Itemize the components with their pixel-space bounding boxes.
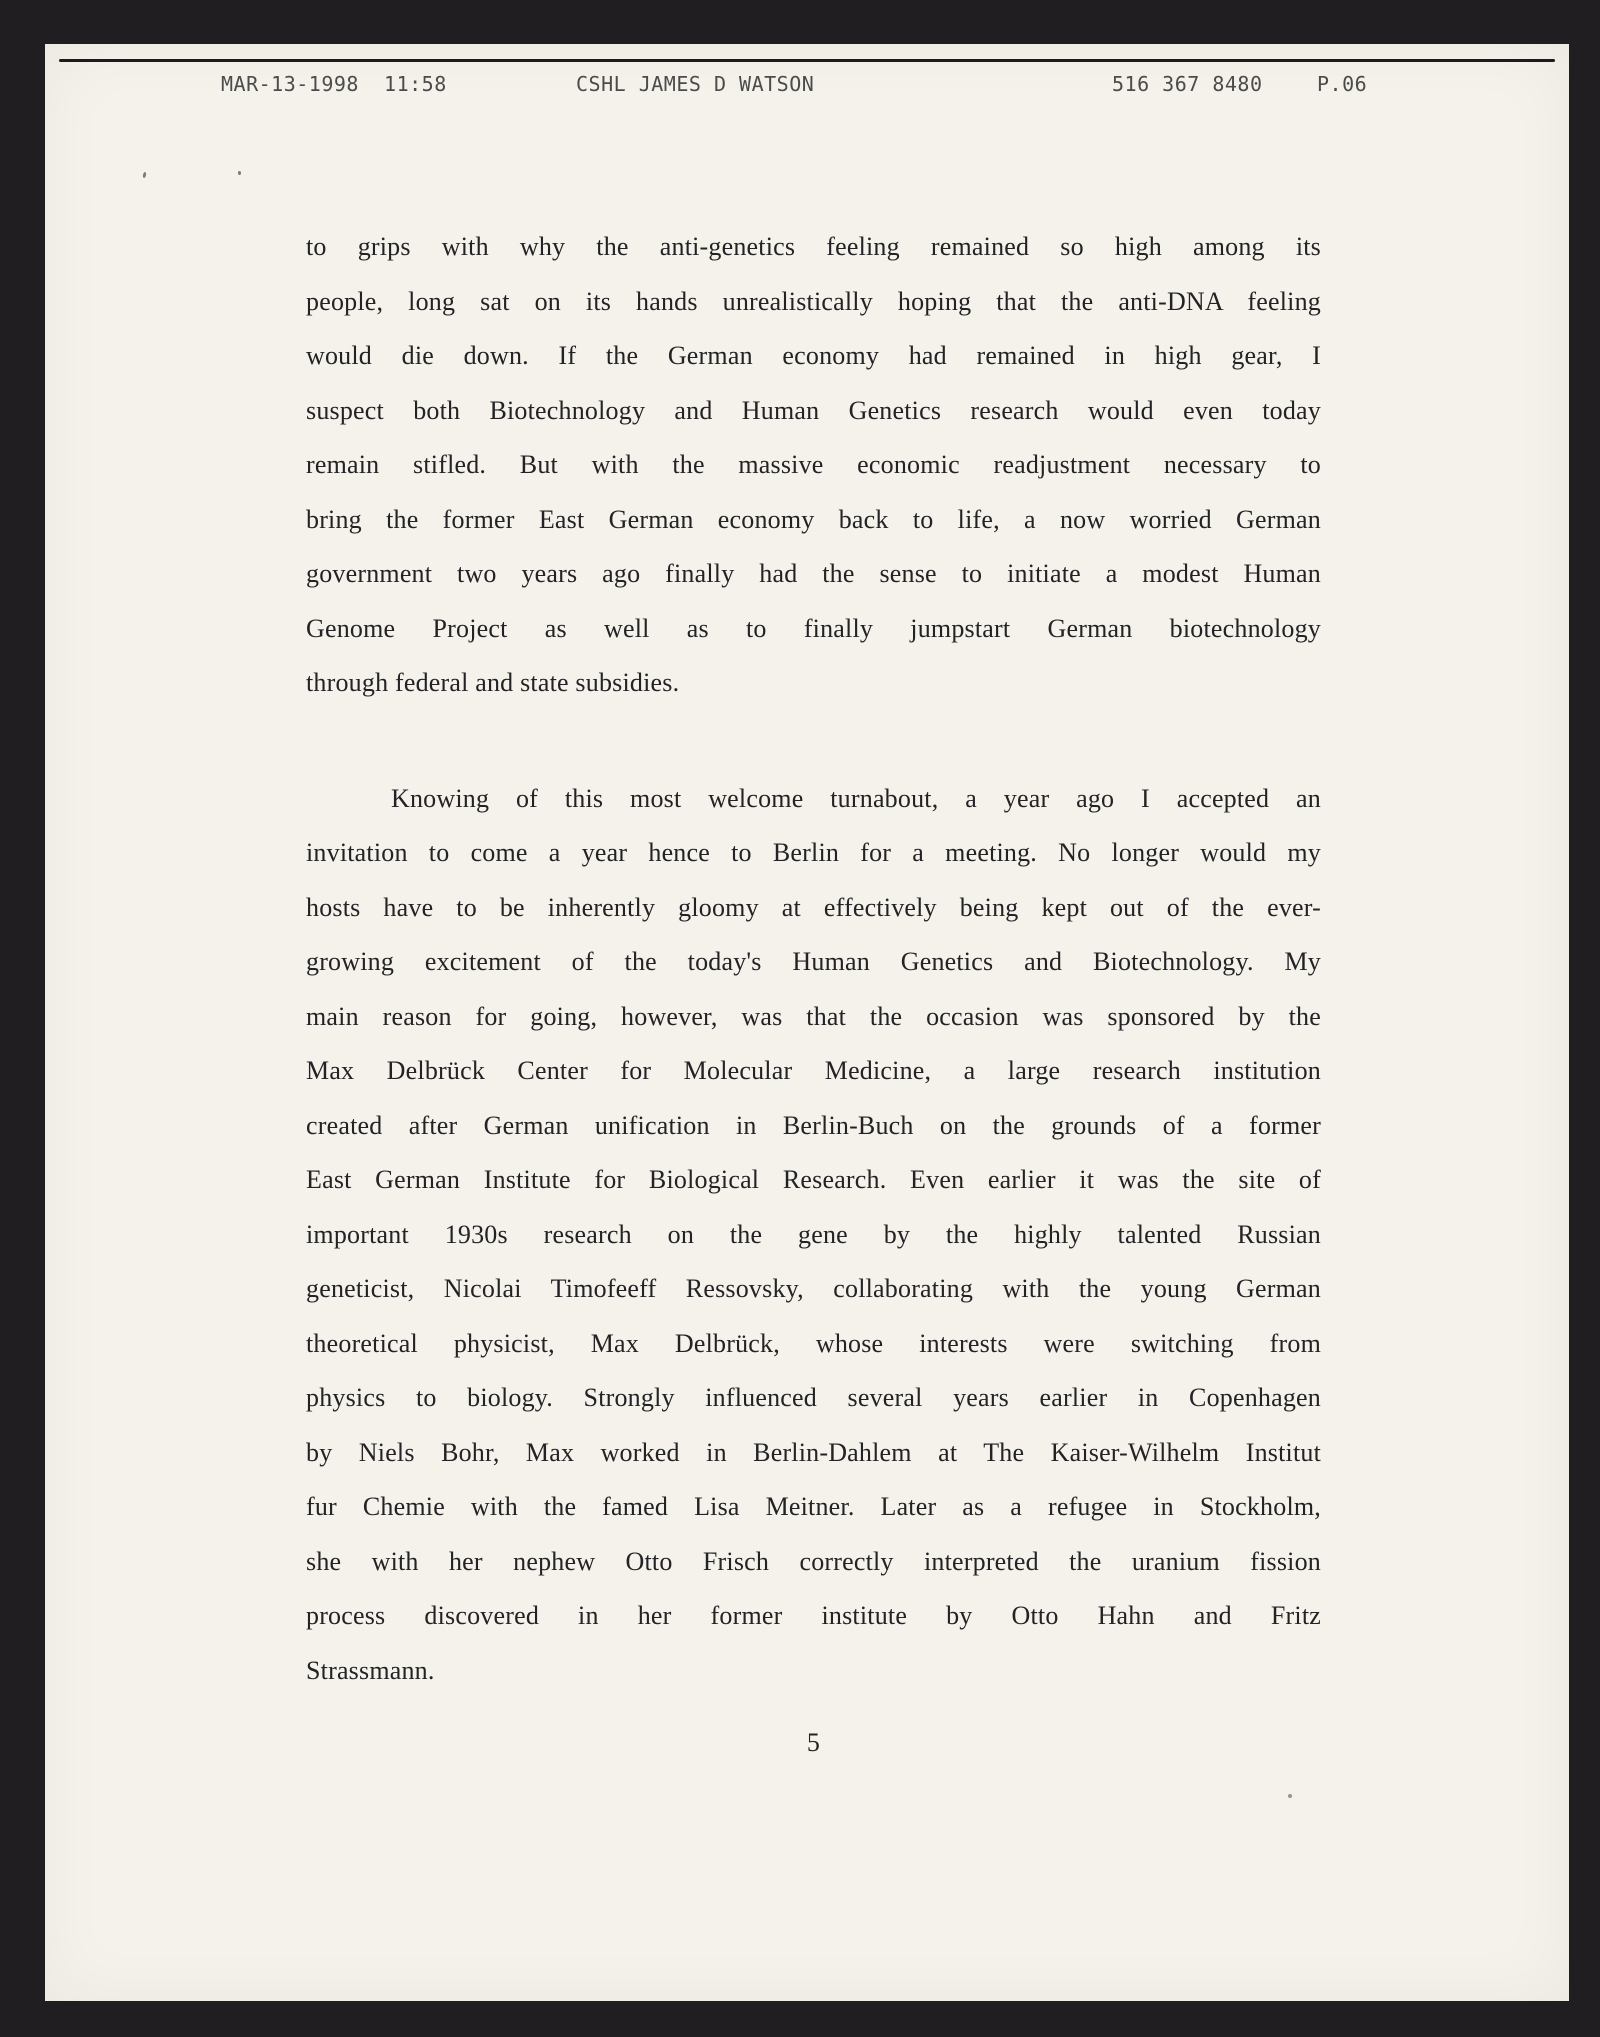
fax-header-sender: CSHL JAMES D WATSON <box>576 72 815 96</box>
text-line: East German Institute for Biological Research. Even earlier it was the site of <box>306 1165 1321 1194</box>
fax-page <box>45 44 1569 2001</box>
text-line: Knowing of this most welcome turnabout, a year ago I accepted an <box>391 783 1321 813</box>
text-line: would die down. If the German economy had remained in high gear, I <box>306 341 1321 370</box>
text-line: remain stifled. But with the massive economic readjustment necessary to <box>306 450 1321 479</box>
text-line: to grips with why the anti-genetics feeling remained so high among its <box>306 232 1321 261</box>
text-line: she with her nephew Otto Frisch correctly interpreted the uranium fission <box>306 1546 1321 1576</box>
text-line: theoretical physicist, Max Delbrück, whose interests were switching from <box>306 1328 1321 1358</box>
scan-speck <box>1288 1794 1292 1798</box>
text-line: fur Chemie with the famed Lisa Meitner. Later as a refugee in Stockholm, <box>306 1492 1321 1521</box>
text-line: growing excitement of the today's Human Genetics and Biotechnology. My <box>306 947 1321 976</box>
fax-header-page-code: P.06 <box>1317 72 1368 96</box>
text-line: people, long sat on its hands unrealistically hoping that the anti-DNA feeling <box>306 286 1321 316</box>
paragraph <box>306 220 1321 711</box>
paragraph <box>306 772 1321 1699</box>
text-line: important 1930s research on the gene by the highly talented Russian <box>306 1219 1321 1249</box>
scan-speck <box>238 171 241 175</box>
text-line: through federal and state subsidies. <box>306 668 680 697</box>
scan-speck <box>142 172 146 178</box>
text-line: hosts have to be inherently gloomy at effectively being kept out of the ever- <box>306 892 1321 922</box>
text-line: Strassmann. <box>306 1655 435 1685</box>
text-line: created after German unification in Berlin-Buch on the grounds of a former <box>306 1110 1321 1140</box>
text-line: invitation to come a year hence to Berlin for a meeting. No longer would my <box>306 838 1321 867</box>
text-line: main reason for going, however, was that the occasion was sponsored by the <box>306 1001 1321 1031</box>
text-line: suspect both Biotechnology and Human Genetics research would even today <box>306 395 1321 425</box>
fax-header <box>45 72 1569 98</box>
text-line: bring the former East German economy back to life, a now worried German <box>306 504 1321 534</box>
text-line: Max Delbrück Center for Molecular Medicine, a large research institution <box>306 1056 1321 1085</box>
fax-header-phone: 516 367 8480 <box>1112 72 1263 96</box>
text-line: geneticist, Nicolai Timofeeff Ressovsky, collaborating with the young German <box>306 1274 1321 1303</box>
text-line: government two years ago finally had the sense to initiate a modest Human <box>306 559 1321 588</box>
page-number: 5 <box>806 1728 821 1757</box>
scan-edge-line <box>59 59 1555 62</box>
text-line: process discovered in her former institute by Otto Hahn and Fritz <box>306 1601 1321 1630</box>
document-body <box>306 220 1321 1771</box>
text-line: by Niels Bohr, Max worked in Berlin-Dahlem at The Kaiser-Wilhelm Institut <box>306 1437 1321 1467</box>
text-line: Genome Project as well as to finally jumpstart German biotechnology <box>306 613 1321 643</box>
fax-header-datetime: MAR-13-1998 11:58 <box>221 72 447 96</box>
text-line: physics to biology. Strongly influenced several years earlier in Copenhagen <box>306 1383 1321 1412</box>
